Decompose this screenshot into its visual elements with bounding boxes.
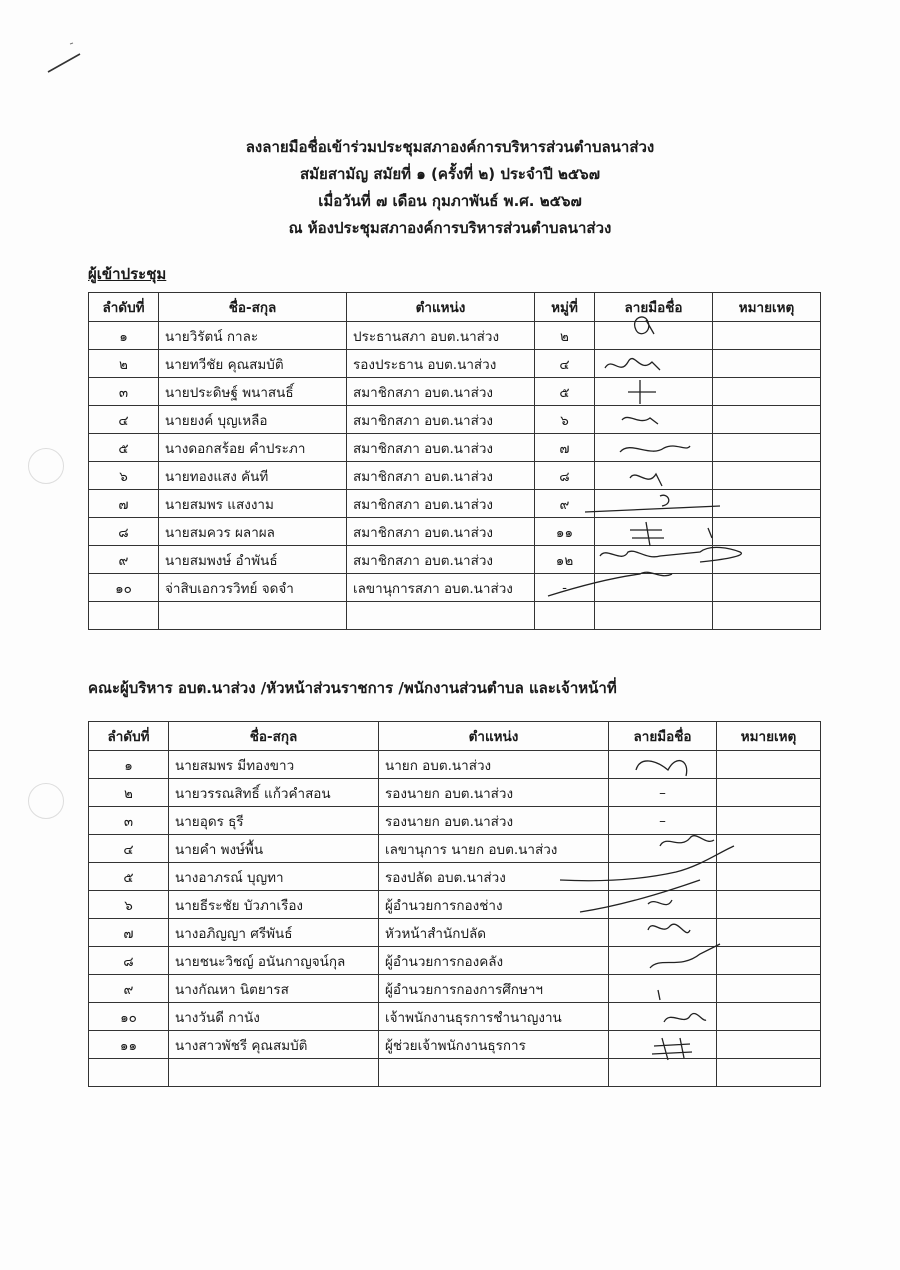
village-number: ๔ (535, 350, 595, 378)
table-row (89, 751, 821, 779)
remark-cell (713, 406, 821, 434)
remark-cell (713, 462, 821, 490)
village-number: ๗ (535, 434, 595, 462)
village-number: ๒ (535, 322, 595, 350)
village-number: ๑๑ (535, 518, 595, 546)
row-number: ๕ (89, 863, 169, 891)
member-position: รองประธาน อบต.นาส่วง (347, 350, 535, 378)
row-number: ๓ (89, 378, 159, 406)
empty-cell (379, 1059, 609, 1087)
table-row (89, 975, 821, 1003)
row-number: ๘ (89, 947, 169, 975)
table-row (89, 518, 821, 546)
row-number: ๙ (89, 546, 159, 574)
table-row (89, 1031, 821, 1059)
table-row (89, 322, 821, 350)
table-row (89, 434, 821, 462)
table-row (89, 490, 821, 518)
village-number: ๙ (535, 490, 595, 518)
table-row (89, 891, 821, 919)
signature-cell (609, 891, 717, 919)
village-number: ๕ (535, 378, 595, 406)
signature-cell (609, 1003, 717, 1031)
signature-cell (595, 518, 713, 546)
signature-cell (609, 975, 717, 1003)
row-number: ๗ (89, 490, 159, 518)
remark-cell (717, 807, 821, 835)
signature-cell (595, 546, 713, 574)
punch-hole (28, 448, 64, 484)
row-number: ๒ (89, 779, 169, 807)
remark-cell (717, 975, 821, 1003)
staff-name: นางสาวพัชรี คุณสมบัติ (169, 1031, 379, 1059)
column-header: ลายมือชื่อ (609, 722, 717, 751)
signature-cell (595, 378, 713, 406)
member-name: นายสมพงษ์ อำพันธ์ (159, 546, 347, 574)
table-row (89, 350, 821, 378)
row-number: ๑๑ (89, 1031, 169, 1059)
staff-position: รองนายก อบต.นาส่วง (379, 779, 609, 807)
remark-cell (717, 779, 821, 807)
empty-cell (169, 1059, 379, 1087)
signature-cell: – (609, 807, 717, 835)
column-header: ลำดับที่ (89, 293, 159, 322)
signature-cell (609, 863, 717, 891)
member-name: นายยงค์ บุญเหลือ (159, 406, 347, 434)
row-number: ๑๐ (89, 574, 159, 602)
member-position: สมาชิกสภา อบต.นาส่วง (347, 490, 535, 518)
remark-cell (717, 863, 821, 891)
signature-cell: – (609, 779, 717, 807)
row-number: ๗ (89, 919, 169, 947)
table-row (89, 779, 821, 807)
remark-cell (713, 574, 821, 602)
table-row (89, 378, 821, 406)
row-number: ๑ (89, 322, 159, 350)
staff-position: เลขานุการ นายก อบต.นาส่วง (379, 835, 609, 863)
signature-cell (595, 350, 713, 378)
staff-name: นางอภิญญา ศรีพันธ์ (169, 919, 379, 947)
row-number: ๖ (89, 462, 159, 490)
staff-position: เจ้าพนักงานธุรการชำนาญงาน (379, 1003, 609, 1031)
remark-cell (717, 891, 821, 919)
table-row-empty (89, 602, 821, 630)
remark-cell (713, 518, 821, 546)
staff-position: ผู้อำนวยการกองคลัง (379, 947, 609, 975)
member-name: นายสมควร ผลาผล (159, 518, 347, 546)
staff-position: รองนายก อบต.นาส่วง (379, 807, 609, 835)
empty-cell (717, 1059, 821, 1087)
signature-cell (609, 1031, 717, 1059)
punch-hole (28, 783, 64, 819)
signature-cell (595, 406, 713, 434)
member-position: สมาชิกสภา อบต.นาส่วง (347, 434, 535, 462)
village-number: ๑๒ (535, 546, 595, 574)
empty-cell (159, 602, 347, 630)
village-number: ๖ (535, 406, 595, 434)
remark-cell (717, 1031, 821, 1059)
staff-name: นายธีระชัย บัวภาเรือง (169, 891, 379, 919)
staff-position: นายก อบต.นาส่วง (379, 751, 609, 779)
signature-cell (595, 322, 713, 350)
member-name: นายประดิษฐ์ พนาสนธิ์ (159, 378, 347, 406)
section-title-attendees: ผู้เข้าประชุม (88, 265, 167, 283)
signature-cell (609, 835, 717, 863)
member-name: นายทวีชัย คุณสมบัติ (159, 350, 347, 378)
member-name: นายทองแสง คันที (159, 462, 347, 490)
table-row (89, 1003, 821, 1031)
title-line-2: สมัยสามัญ สมัยที่ ๑ (ครั้งที่ ๒) ประจำปี ๒๕๖๗ (300, 165, 600, 183)
attendees-table (88, 292, 821, 630)
member-position: สมาชิกสภา อบต.นาส่วง (347, 546, 535, 574)
staff-name: นายวรรณสิทธิ์ แก้วคำสอน (169, 779, 379, 807)
table-header-row (89, 293, 821, 322)
staff-name: นางวันดี กานัง (169, 1003, 379, 1031)
member-position: สมาชิกสภา อบต.นาส่วง (347, 462, 535, 490)
member-name: นายสมพร แสงงาม (159, 490, 347, 518)
row-number: ๕ (89, 434, 159, 462)
empty-cell (609, 1059, 717, 1087)
column-header: ตำแหน่ง (379, 722, 609, 751)
row-number: ๔ (89, 406, 159, 434)
signature-cell (609, 919, 717, 947)
executives-table (88, 721, 821, 1087)
staff-name: นางกัณหา นิตยารส (169, 975, 379, 1003)
staff-name: นายคำ พงษ์พื้น (169, 835, 379, 863)
column-header: ลำดับที่ (89, 722, 169, 751)
signature-cell (595, 490, 713, 518)
remark-cell (713, 546, 821, 574)
member-position: สมาชิกสภา อบต.นาส่วง (347, 518, 535, 546)
column-header: ชื่อ-สกุล (159, 293, 347, 322)
signature-cell (609, 751, 717, 779)
remark-cell (713, 434, 821, 462)
table-row-empty (89, 1059, 821, 1087)
column-header: หมู่ที่ (535, 293, 595, 322)
remark-cell (713, 378, 821, 406)
table-row (89, 835, 821, 863)
signature-cell (595, 462, 713, 490)
empty-cell (347, 602, 535, 630)
table-row (89, 807, 821, 835)
signature-cell (595, 574, 713, 602)
row-number: ๑๐ (89, 1003, 169, 1031)
village-number: - (535, 574, 595, 602)
row-number: ๔ (89, 835, 169, 863)
column-header: ลายมือชื่อ (595, 293, 713, 322)
pen-mark-decoration (40, 40, 100, 80)
column-header: ตำแหน่ง (347, 293, 535, 322)
table-row (89, 462, 821, 490)
member-position: ประธานสภา อบต.นาส่วง (347, 322, 535, 350)
row-number: ๙ (89, 975, 169, 1003)
row-number: ๒ (89, 350, 159, 378)
staff-name: นายชนะวิชญ์ อนันกาญจน์กุล (169, 947, 379, 975)
row-number: ๑ (89, 751, 169, 779)
staff-position: ผู้ช่วยเจ้าพนักงานธุรการ (379, 1031, 609, 1059)
staff-name: นางอาภรณ์ บุญทา (169, 863, 379, 891)
signature-cell (609, 947, 717, 975)
member-position: สมาชิกสภา อบต.นาส่วง (347, 406, 535, 434)
staff-name: นายอุดร ธุรี (169, 807, 379, 835)
table-row (89, 406, 821, 434)
title-line-1: ลงลายมือชื่อเข้าร่วมประชุมสภาองค์การบริหารส่วนตำบลนาส่วง (245, 138, 655, 156)
table-row (89, 546, 821, 574)
remark-cell (713, 350, 821, 378)
column-header: หมายเหตุ (713, 293, 821, 322)
row-number: ๓ (89, 807, 169, 835)
title-line-4: ณ ห้องประชุมสภาองค์การบริหารส่วนตำบลนาส่วง (288, 219, 612, 237)
empty-cell (595, 602, 713, 630)
staff-position: หัวหน้าสำนักปลัด (379, 919, 609, 947)
empty-cell (535, 602, 595, 630)
table-row (89, 863, 821, 891)
empty-cell (89, 602, 159, 630)
remark-cell (717, 919, 821, 947)
row-number: ๖ (89, 891, 169, 919)
village-number: ๘ (535, 462, 595, 490)
remark-cell (713, 490, 821, 518)
section-title-executives: คณะผู้บริหาร อบต.นาส่วง /หัวหน้าส่วนราชการ /พนักงานส่วนตำบล และเจ้าหน้าที่ (88, 679, 617, 697)
column-header: หมายเหตุ (717, 722, 821, 751)
title-line-3: เมื่อวันที่ ๗ เดือน กุมภาพันธ์ พ.ศ. ๒๕๖๗ (318, 192, 582, 210)
member-name: นายวิรัตน์ กาละ (159, 322, 347, 350)
remark-cell (713, 322, 821, 350)
table-row (89, 574, 821, 602)
row-number: ๘ (89, 518, 159, 546)
member-name: นางดอกสร้อย คำประภา (159, 434, 347, 462)
member-position: เลขานุการสภา อบต.นาส่วง (347, 574, 535, 602)
table-header-row (89, 722, 821, 751)
remark-cell (717, 947, 821, 975)
remark-cell (717, 1003, 821, 1031)
column-header: ชื่อ-สกุล (169, 722, 379, 751)
table-row (89, 947, 821, 975)
staff-name: นายสมพร มีทองขาว (169, 751, 379, 779)
remark-cell (717, 835, 821, 863)
table-row (89, 919, 821, 947)
member-name: จ่าสิบเอกวรวิทย์ จดจำ (159, 574, 347, 602)
remark-cell (717, 751, 821, 779)
staff-position: รองปลัด อบต.นาส่วง (379, 863, 609, 891)
member-position: สมาชิกสภา อบต.นาส่วง (347, 378, 535, 406)
empty-cell (89, 1059, 169, 1087)
staff-position: ผู้อำนวยการกองการศึกษาฯ (379, 975, 609, 1003)
signature-cell (595, 434, 713, 462)
empty-cell (713, 602, 821, 630)
staff-position: ผู้อำนวยการกองช่าง (379, 891, 609, 919)
